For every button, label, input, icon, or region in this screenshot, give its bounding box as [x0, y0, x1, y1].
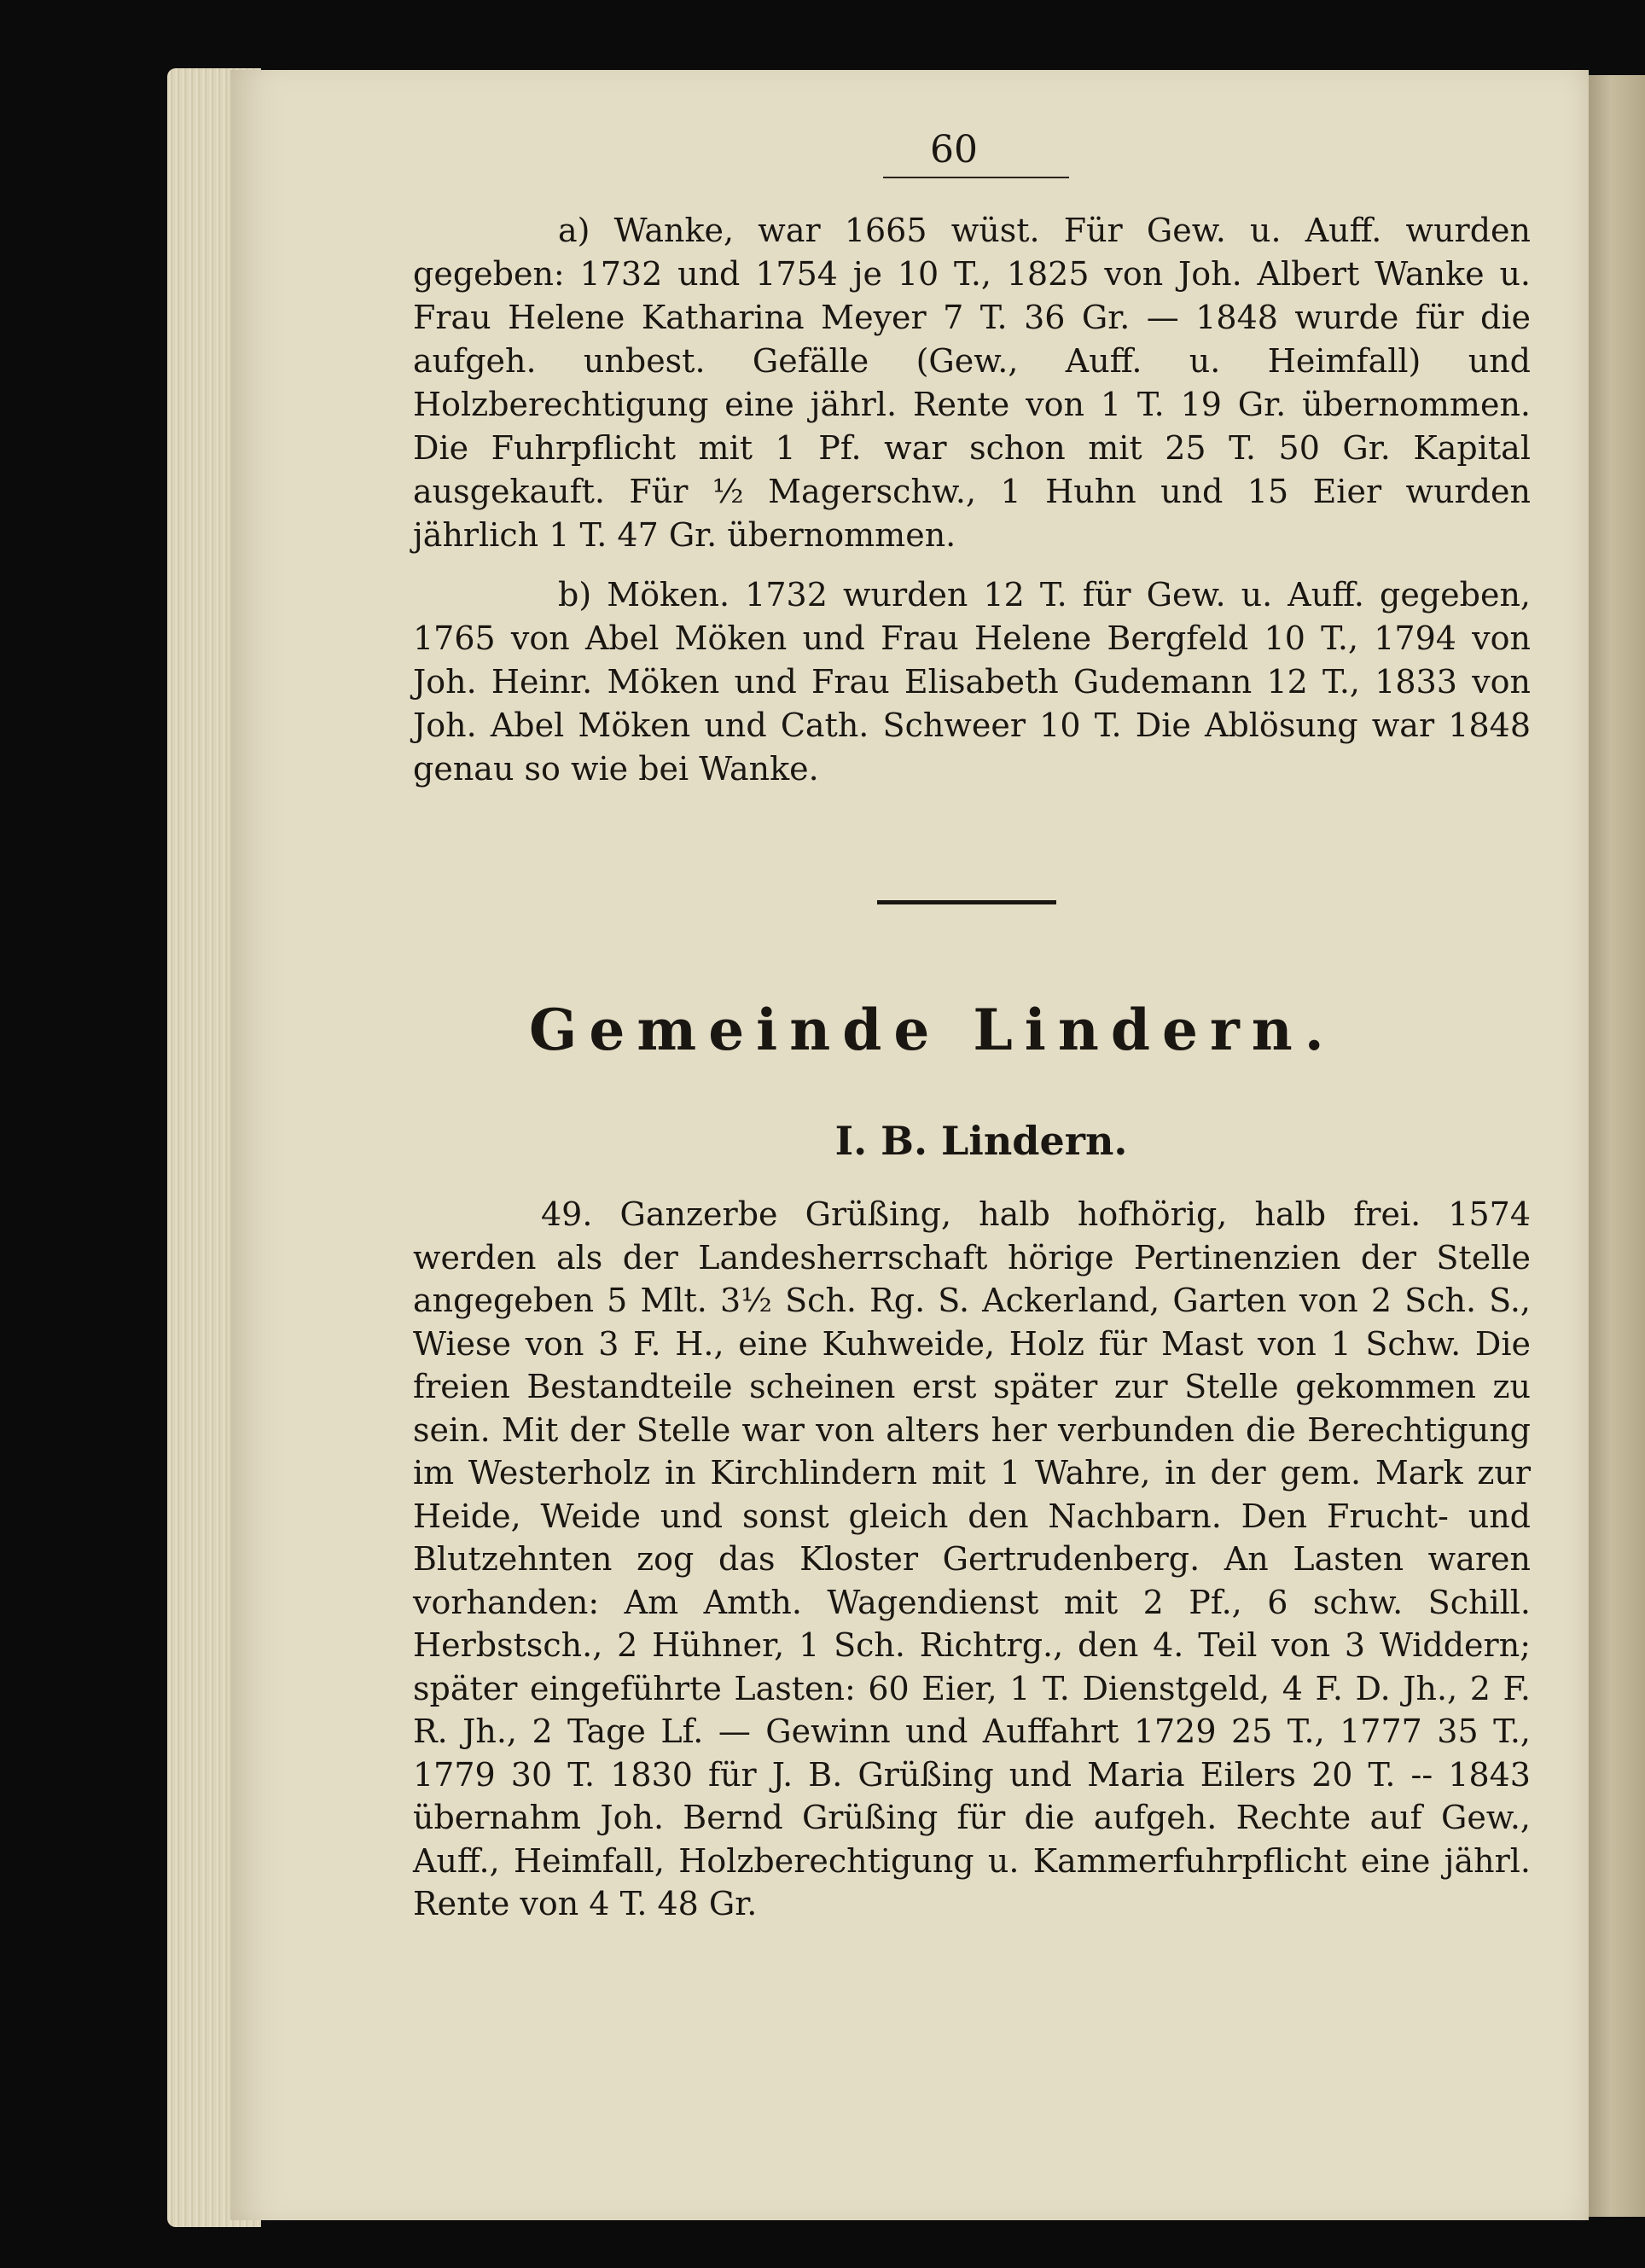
section-title: Gemeinde Lindern.	[529, 997, 1336, 1063]
paragraph-49-gruessing: 49. Ganzerbe Grüßing, halb hofhörig, halb frei. 1574 werden als der Landesherrschaft hörige Pertinenzien der Stelle angegeben 5 Mlt. 3½ Sch. Rg. S. Ackerland, Garten von 2 Sch. S., Wiese von 3 F. H., eine Kuhweide, Holz für Mast von 1 Schw. Die freien Bestandteile scheinen erst später zur Stelle gekommen zu sein. Mit der Stelle war von alters her verbunden die Berechtigung im Westerholz in Kirchlindern mit 1 Wahre, in der gem. Mark zur Heide, Weide und sonst gleich den Nachbarn. Den Frucht- und Blutzehnten zog das Kloster Gertrudenberg. An Lasten waren vorhanden: Am Amth. Wagendienst mit 2 Pf., 6 schw. Schill. Herbstsch., 2 Hühner, 1 Sch. Richtrg., den 4. Teil von 3 Widdern; später eingeführte Lasten: 60 Eier, 1 T. Dienstgeld, 4 F. D. Jh., 2 F. R. Jh., 2 Tage Lf. — Gewinn und Auffahrt 1729 25 T., 1777 35 T., 1779 30 T. 1830 für J. B. Grüßing und Maria Eilers 20 T. -- 1843 übernahm Joh. Bernd Grüßing für die aufgeh. Rechte auf Gew., Auff., Heimfall, Holzberechtigung u. Kammerfuhrpflicht eine jährl. Rente von 4 T. 48 Gr.	[413, 1195, 1531, 1922]
page-number: 60	[930, 128, 978, 172]
section-separator	[877, 900, 1056, 904]
paragraph-moeken: b) Möken. 1732 wurden 12 T. für Gew. u. Auff. gegeben, 1765 von Abel Möken und Frau Helene Bergfeld 10 T., 1794 von Joh. Heinr. Möken und Frau Elisabeth Gudemann 12 T., 1833 von Joh. Abel Möken und Cath. Schweer 10 T. Die Ablösung war 1848 genau so wie bei Wanke.	[413, 576, 1531, 788]
subsection-title: I. B. Lindern.	[834, 1118, 1128, 1164]
book-edge	[1589, 75, 1645, 2217]
paragraph-wanke: a) Wanke, war 1665 wüst. Für Gew. u. Auff. wurden gegeben: 1732 und 1754 je 10 T., 1825 von Joh. Albert Wanke u. Frau Helene Katharina Meyer 7 T. 36 Gr. — 1848 wurde für die aufgeh. unbest. Gefälle (Gew., Auff. u. Heimfall) und Holzberechtigung eine jährl. Rente von 1 T. 19 Gr. übernommen. Die Fuhrpflicht mit 1 Pf. war schon mit 25 T. 50 Gr. Kapital ausgekauft. Für ½ Magerschw., 1 Huhn und 15 Eier wurden jährlich 1 T. 47 Gr. übernommen.	[413, 212, 1531, 554]
page-number-rule	[883, 177, 1069, 178]
